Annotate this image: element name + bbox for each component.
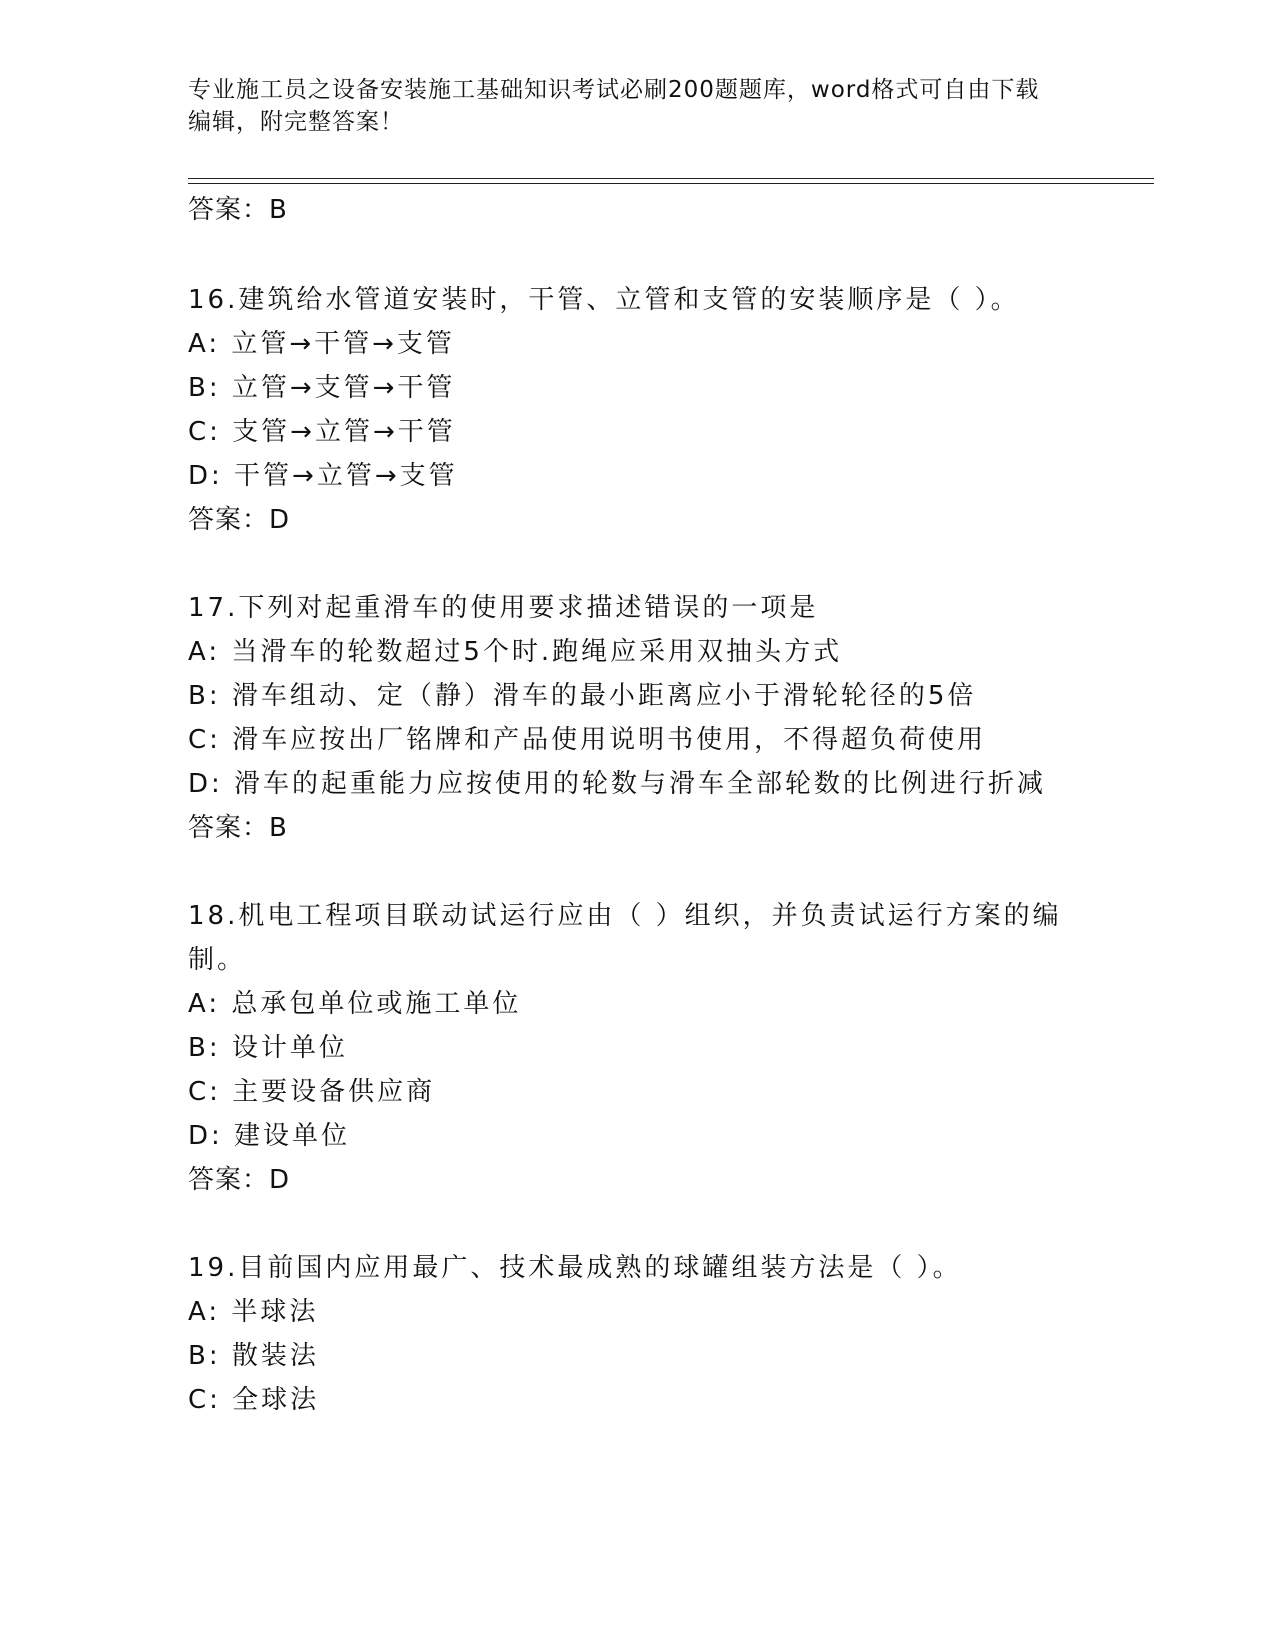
- option-18-a: A: 总承包单位或施工单位: [188, 989, 522, 1019]
- option-16-b: B: 立管→支管→干管: [188, 373, 456, 403]
- option-19-a: A: 半球法: [188, 1297, 319, 1327]
- option-18-c: C: 主要设备供应商: [188, 1077, 436, 1107]
- question-18-line-2: 制。: [188, 945, 247, 975]
- option-16-a: A: 立管→干管→支管: [188, 329, 455, 359]
- header-rule-top: [188, 178, 1154, 179]
- option-17-a: A: 当滑车的轮数超过5个时.跑绳应采用双抽头方式: [188, 637, 843, 667]
- option-18-d: D: 建设单位: [188, 1121, 351, 1151]
- option-17-b: B: 滑车组动、定（静）滑车的最小距离应小于滑轮轮径的5倍: [188, 681, 977, 711]
- answer-16: 答案：D: [188, 505, 291, 535]
- question-17: 17.下列对起重滑车的使用要求描述错误的一项是: [188, 593, 819, 623]
- answer-18: 答案：D: [188, 1165, 291, 1195]
- answer-17: 答案：B: [188, 813, 288, 843]
- option-19-c: C: 全球法: [188, 1385, 320, 1415]
- option-16-d: D: 干管→立管→支管: [188, 461, 458, 491]
- question-19: 19.目前国内应用最广、技术最成熟的球罐组装方法是（ ）。: [188, 1253, 962, 1283]
- option-17-c: C: 滑车应按出厂铭牌和产品使用说明书使用，不得超负荷使用: [188, 725, 987, 755]
- answer-15: 答案：B: [188, 195, 288, 225]
- option-16-c: C: 支管→立管→干管: [188, 417, 456, 447]
- option-18-b: B: 设计单位: [188, 1033, 348, 1063]
- document-header: [188, 74, 1088, 138]
- option-19-b: B: 散装法: [188, 1341, 319, 1371]
- header-line-1: 专业施工员之设备安装施工基础知识考试必刷200题题库，word格式可自由下载: [188, 77, 1040, 103]
- option-17-d: D: 滑车的起重能力应按使用的轮数与滑车全部轮数的比例进行折减: [188, 769, 1047, 799]
- question-16: 16.建筑给水管道安装时，干管、立管和支管的安装顺序是（ ）。: [188, 285, 1020, 315]
- header-line-2: 编辑，附完整答案！: [188, 109, 404, 135]
- header-rule-bottom: [188, 183, 1154, 184]
- question-18-line-1: 18.机电工程项目联动试运行应由（ ）组织，并负责试运行方案的编: [188, 901, 1062, 931]
